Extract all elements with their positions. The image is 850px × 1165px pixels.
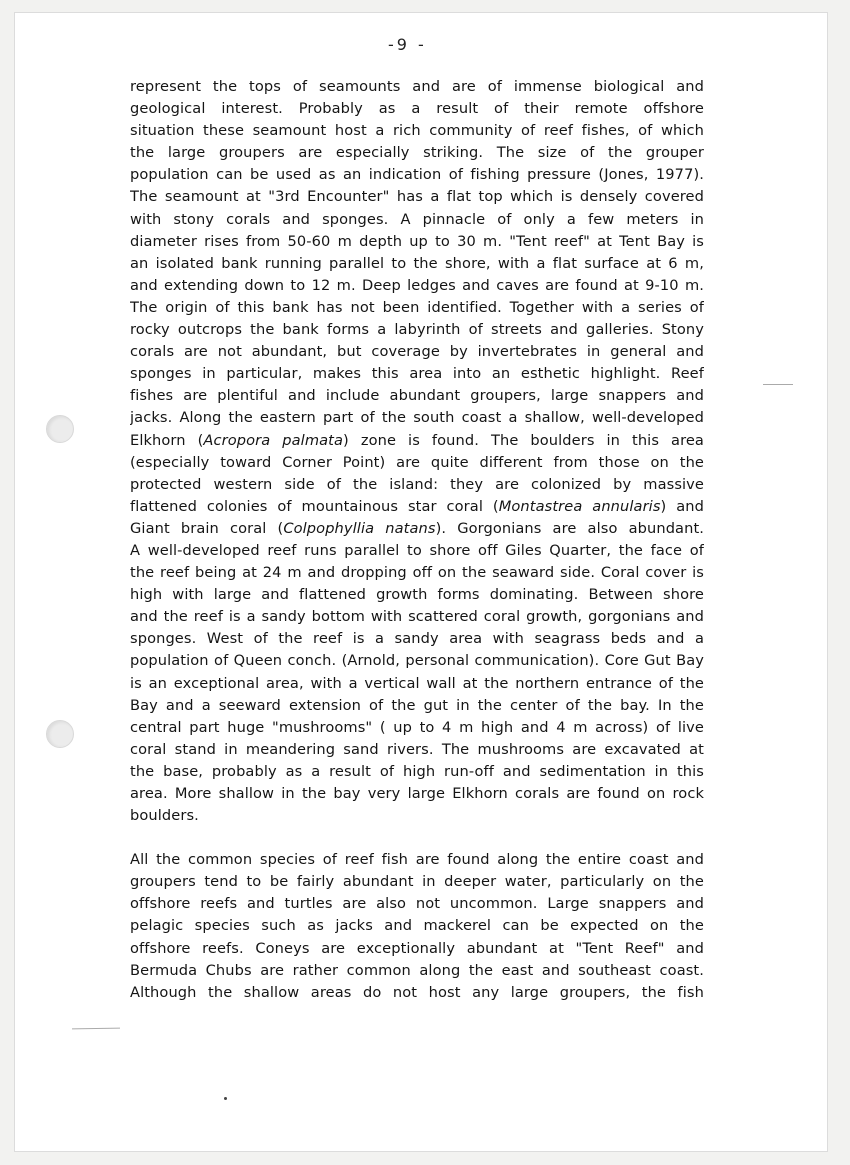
text-line: A well-developed reef runs parallel to shore off Giles Quarter, the face of bbox=[130, 541, 704, 559]
text-line: the reef being at 24 m and dropping off on the seaward side. Coral cover is bbox=[130, 564, 704, 582]
body-text bbox=[130, 76, 704, 1004]
text-line: flattened colonies of mountainous star coral (Montastrea annularis) and bbox=[130, 497, 704, 515]
text-line: corals are not abundant, but coverage by invertebrates in general and bbox=[130, 343, 704, 361]
paragraph-2 bbox=[130, 849, 704, 1004]
text-line: Bay and a seeward extension of the gut in the center of the bay. In the bbox=[130, 696, 704, 714]
text-line: rocky outcrops the bank forms a labyrinth of streets and galleries. Stony bbox=[130, 321, 704, 339]
text-line: groupers tend to be fairly abundant in deeper water, particularly on the bbox=[130, 873, 704, 891]
text-line: the base, probably as a result of high run-off and sedimentation in this bbox=[130, 762, 704, 780]
text-line: geological interest. Probably as a result of their remote offshore bbox=[130, 100, 704, 118]
scan-mark bbox=[763, 384, 793, 385]
text-line: population of Queen conch. (Arnold, personal communication). Core Gut Bay bbox=[130, 652, 704, 670]
text-line: sponges. West of the reef is a sandy area with seagrass beds and a bbox=[130, 630, 704, 648]
paragraph-1 bbox=[130, 76, 704, 827]
text-line: Giant brain coral (Colpophyllia natans). Gorgonians are also abundant. bbox=[130, 519, 704, 537]
text-line: and the reef is a sandy bottom with scattered coral growth, gorgonians and bbox=[130, 608, 704, 626]
text-line: protected western side of the island: they are colonized by massive bbox=[130, 475, 704, 493]
page-number: -9 - bbox=[388, 35, 427, 54]
text-line: area. More shallow in the bay very large Elkhorn corals are found on rock bbox=[130, 785, 704, 802]
text-line: the large groupers are especially striking. The size of the grouper bbox=[130, 144, 704, 162]
punch-hole bbox=[46, 720, 74, 748]
text-line: pelagic species such as jacks and mackerel can be expected on the bbox=[130, 917, 704, 935]
text-line: The seamount at "3rd Encounter" has a flat top which is densely covered bbox=[130, 188, 704, 206]
text-line: The origin of this bank has not been identified. Together with a series of bbox=[130, 298, 704, 316]
text-line: jacks. Along the eastern part of the south coast a shallow, well-developed bbox=[130, 409, 704, 427]
text-line: and extending down to 12 m. Deep ledges and caves are found at 9-10 m. bbox=[130, 276, 704, 294]
text-line: central part huge "mushrooms" ( up to 4 m high and 4 m across) of live bbox=[130, 718, 704, 736]
text-line: offshore reefs and turtles are also not uncommon. Large snappers and bbox=[130, 895, 704, 913]
text-line: high with large and flattened growth forms dominating. Between shore bbox=[130, 586, 704, 604]
text-line: situation these seamount host a rich community of reef fishes, of which bbox=[130, 122, 704, 140]
text-line: with stony corals and sponges. A pinnacle of only a few meters in bbox=[130, 210, 704, 228]
text-line: diameter rises from 50-60 m depth up to 30 m. "Tent reef" at Tent Bay is bbox=[130, 232, 704, 250]
text-line: Elkhorn (Acropora palmata) zone is found. The boulders in this area bbox=[130, 431, 704, 449]
text-line: an isolated bank running parallel to the shore, with a flat surface at 6 m, bbox=[130, 254, 704, 272]
text-line: (especially toward Corner Point) are quite different from those on the bbox=[130, 453, 704, 471]
text-line: Bermuda Chubs are rather common along the east and southeast coast. bbox=[130, 961, 704, 979]
text-line: Although the shallow areas do not host any large groupers, the fish bbox=[130, 983, 704, 1001]
punch-hole bbox=[46, 415, 74, 443]
text-line: coral stand in meandering sand rivers. The mushrooms are excavated at bbox=[130, 740, 704, 758]
text-line: fishes are plentiful and include abundant groupers, large snappers and bbox=[130, 387, 704, 405]
scan-speck bbox=[224, 1097, 227, 1100]
text-line: All the common species of reef fish are found along the entire coast and bbox=[130, 851, 704, 869]
text-line: represent the tops of seamounts and are of immense biological and bbox=[130, 78, 704, 95]
text-line: boulders. bbox=[130, 807, 199, 825]
text-line: sponges in particular, makes this area into an esthetic highlight. Reef bbox=[130, 365, 704, 383]
text-line: offshore reefs. Coneys are exceptionally abundant at "Tent Reef" and bbox=[130, 939, 704, 957]
text-line: population can be used as an indication of fishing pressure (Jones, 1977). bbox=[130, 166, 704, 184]
text-line: is an exceptional area, with a vertical wall at the northern entrance of the bbox=[130, 674, 704, 692]
